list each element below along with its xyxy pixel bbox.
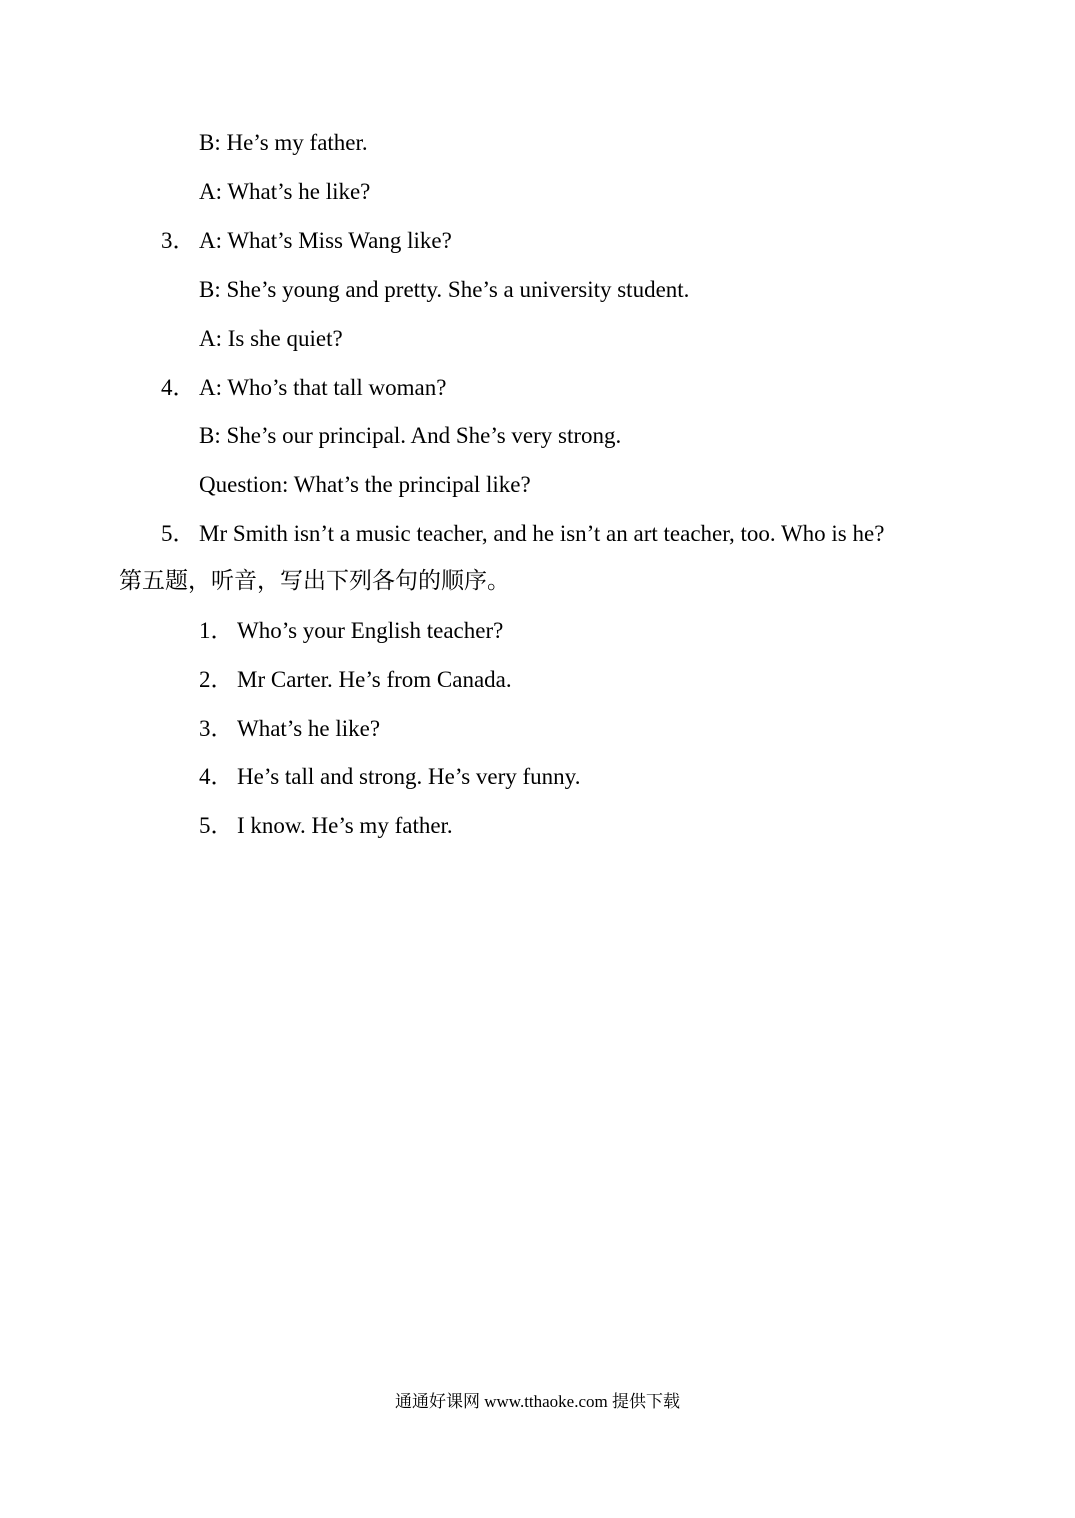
- item-number: 4．: [199, 764, 234, 789]
- question-item: [161, 227, 452, 255]
- item-text: Mr Carter. He’s from Canada.: [237, 667, 512, 692]
- dialogue-line: [199, 471, 531, 499]
- page-footer: [0, 1391, 1075, 1413]
- line-text: B: She’s our principal. And She’s very strong.: [199, 423, 622, 448]
- item-number: 2．: [199, 667, 234, 692]
- list-item: [199, 617, 503, 645]
- item-text: Who’s your English teacher?: [237, 618, 504, 643]
- item-number: 3．: [161, 228, 196, 253]
- dialogue-line: [199, 129, 368, 157]
- item-text: He’s tall and strong. He’s very funny.: [237, 764, 581, 789]
- item-number: 5．: [161, 521, 196, 546]
- list-item: [199, 812, 453, 840]
- item-text: What’s he like?: [237, 716, 381, 741]
- line-text: Mr Smith isn’t a music teacher, and he isn’t an art teacher, too. Who is he?: [199, 521, 885, 546]
- line-text: B: He’s my father.: [199, 130, 368, 155]
- line-text: A: Who’s that tall woman?: [199, 375, 447, 400]
- line-text: Question: What’s the principal like?: [199, 472, 531, 497]
- list-item: [199, 715, 380, 743]
- question-item: [161, 520, 884, 548]
- line-text: A: Is she quiet?: [199, 326, 343, 351]
- dialogue-line: [199, 422, 621, 450]
- line-text: B: She’s young and pretty. She’s a university student.: [199, 277, 690, 302]
- list-item: [199, 763, 580, 791]
- footer-text: 通通好课网 www.tthaoke.com 提供下载: [394, 1392, 681, 1411]
- section-title-text: 第五题，听音，写出下列各句的顺序。: [119, 568, 510, 593]
- question-item: [161, 374, 446, 402]
- dialogue-line: [199, 325, 343, 353]
- line-text: A: What’s Miss Wang like?: [199, 228, 452, 253]
- item-number: 5．: [199, 813, 234, 838]
- line-text: A: What’s he like?: [199, 179, 371, 204]
- item-number: 3．: [199, 716, 234, 741]
- item-text: I know. He’s my father.: [237, 813, 453, 838]
- item-number: 1．: [199, 618, 234, 643]
- section-title: [119, 567, 510, 595]
- item-number: 4．: [161, 375, 196, 400]
- list-item: [199, 666, 512, 694]
- dialogue-line: [199, 178, 370, 206]
- dialogue-line: [199, 276, 689, 304]
